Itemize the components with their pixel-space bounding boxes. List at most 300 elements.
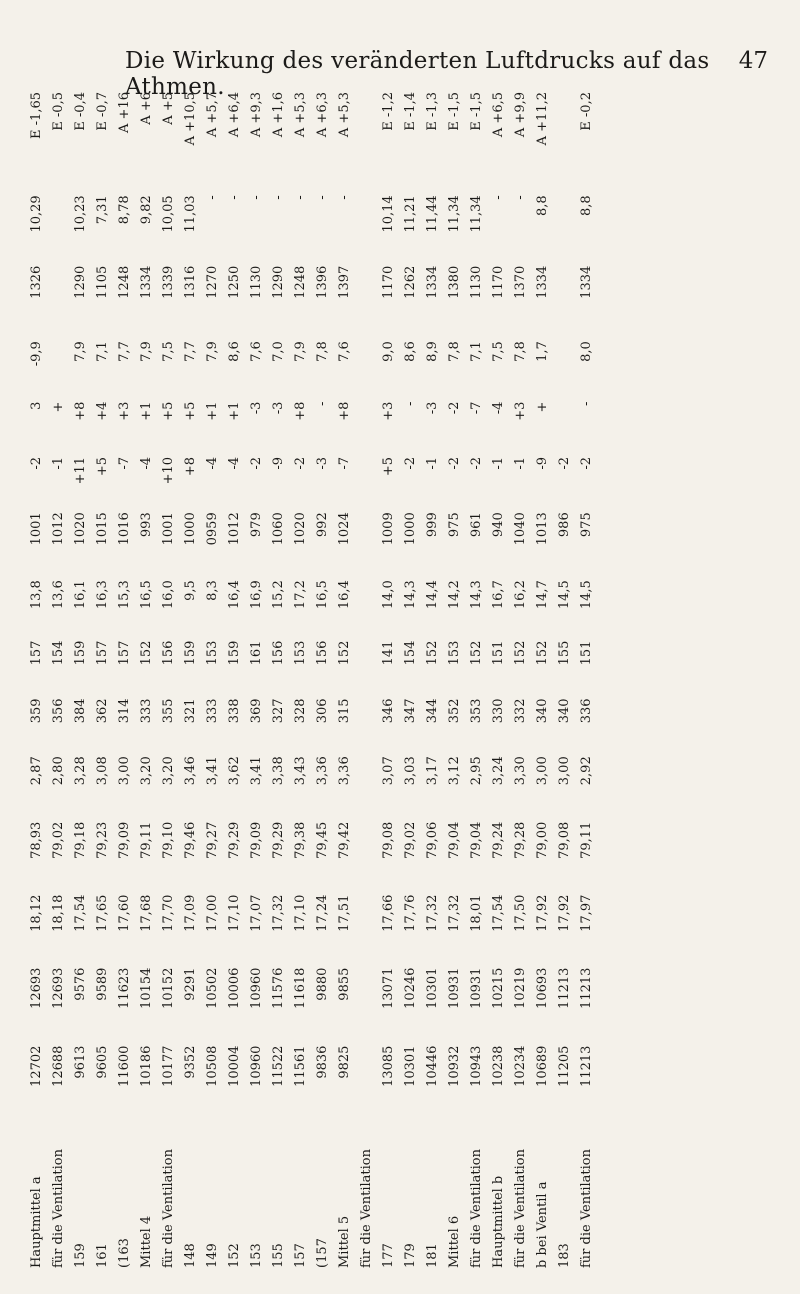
table-cell: 11,34 xyxy=(469,195,484,233)
table-cell: 3,28 xyxy=(73,756,88,786)
table-cell: 8,6 xyxy=(227,341,242,362)
table-cell: 9576 xyxy=(73,967,88,1001)
table-cell xyxy=(48,339,70,399)
table-cell: 3,17 xyxy=(425,756,440,786)
table-cell: 13071 xyxy=(381,967,396,1009)
table-cell: 1015 xyxy=(95,512,110,546)
table-cell: 3,41 xyxy=(205,756,220,786)
table-body xyxy=(26,90,598,1270)
table-cell: 384 xyxy=(73,698,88,724)
table-cell: 12702 xyxy=(29,1045,44,1087)
table-cell: 1326 xyxy=(29,265,44,299)
table-cell: -7 xyxy=(469,401,484,415)
table-cell: 315 xyxy=(337,698,352,724)
table-cell: 79,18 xyxy=(73,821,88,859)
table-cell: 11561 xyxy=(293,1045,308,1087)
table-cell: 1334 xyxy=(535,265,550,299)
table-cell: 18,12 xyxy=(29,894,44,932)
table-cell: 1105 xyxy=(95,265,110,299)
table-cell: 3,30 xyxy=(513,756,528,786)
table-cell: 16,7 xyxy=(491,580,506,610)
table-cell: + xyxy=(535,401,550,413)
table-cell: 10186 xyxy=(139,1045,154,1087)
table-cell: A +5,3 xyxy=(337,92,352,138)
table-cell: 362 xyxy=(95,698,110,724)
table-cell: 79,46 xyxy=(183,821,198,859)
table-row xyxy=(202,90,224,1270)
table-cell: 10502 xyxy=(205,967,220,1009)
running-title: Die Wirkung des veränderten Luftdrucks auf das Athmen. xyxy=(125,48,710,100)
table-row xyxy=(290,90,312,1270)
table-cell: 12693 xyxy=(29,967,44,1009)
table-cell: 1016 xyxy=(117,512,132,546)
table-cell: 1290 xyxy=(73,265,88,299)
table-cell: 1248 xyxy=(293,265,308,299)
table-cell xyxy=(554,400,576,455)
table-cell: 9825 xyxy=(337,1045,352,1079)
table-cell: -1 xyxy=(513,456,528,470)
table-cell: 154 xyxy=(403,640,418,666)
table-cell: 1248 xyxy=(117,265,132,299)
table-cell: 9613 xyxy=(73,1045,88,1079)
table-cell: 1000 xyxy=(183,512,198,546)
table-cell: 1009 xyxy=(381,512,396,546)
table-cell: 9880 xyxy=(315,967,330,1001)
table-cell: 151 xyxy=(491,640,506,666)
table-cell: 3,41 xyxy=(249,756,264,786)
table-row xyxy=(224,90,246,1270)
table-cell: 17,92 xyxy=(557,894,572,932)
table-row xyxy=(576,90,598,1270)
table-cell: A +5 xyxy=(161,92,176,125)
table-cell: 11,03 xyxy=(183,195,198,233)
table-cell: 1339 xyxy=(161,265,176,299)
table-cell: 79,06 xyxy=(425,821,440,859)
table-cell: 1001 xyxy=(29,512,44,546)
table-cell: 10,23 xyxy=(73,195,88,233)
table-cell: 11,34 xyxy=(447,195,462,233)
table-cell: 17,68 xyxy=(139,894,154,932)
table-cell: A +16 xyxy=(117,92,132,133)
table-cell: 3 xyxy=(29,401,44,410)
table-cell: 11,44 xyxy=(425,195,440,233)
table-cell: 3,36 xyxy=(315,756,330,786)
table-cell: -4 xyxy=(205,456,220,470)
table-cell: - xyxy=(315,195,330,200)
table-cell: 336 xyxy=(579,698,594,724)
table-cell: 79,10 xyxy=(161,821,176,859)
table-cell: E -1,65 xyxy=(29,92,44,139)
table-cell: 10931 xyxy=(447,967,462,1009)
row-label: 179 xyxy=(403,1243,418,1268)
table-cell: 18,01 xyxy=(469,894,484,932)
table-cell: +3 xyxy=(117,401,132,421)
table-cell: 10246 xyxy=(403,967,418,1009)
table-cell: -4 xyxy=(491,401,506,415)
table-cell: E -0,2 xyxy=(579,92,594,131)
table-cell xyxy=(356,1044,378,1122)
table-cell: -3 xyxy=(315,456,330,470)
table-cell: 3,24 xyxy=(491,756,506,786)
table-row xyxy=(554,90,576,1270)
table-cell xyxy=(554,90,576,193)
row-label: für die Ventilation xyxy=(579,1149,594,1268)
table-cell: -2 xyxy=(29,456,44,470)
table-cell: A +6,5 xyxy=(491,92,506,138)
table-row xyxy=(532,90,554,1270)
table-cell: 16,5 xyxy=(139,580,154,610)
table-cell: + xyxy=(51,401,66,413)
table-cell: 79,08 xyxy=(557,821,572,859)
table-cell: 79,27 xyxy=(205,821,220,859)
row-label: für die Ventilation xyxy=(359,1149,374,1268)
table-cell: 1020 xyxy=(73,512,88,546)
row-label: b bei Ventil a xyxy=(535,1181,550,1268)
table-cell: 2,95 xyxy=(469,756,484,786)
table-cell: +1 xyxy=(205,401,220,421)
table-cell: -7 xyxy=(117,456,132,470)
table-cell: 152 xyxy=(469,640,484,666)
table-cell: 356 xyxy=(51,698,66,724)
table-cell: 17,54 xyxy=(73,894,88,932)
table-cell: 7,7 xyxy=(117,341,132,362)
table-cell: 17,92 xyxy=(535,894,550,932)
table-cell: 10,05 xyxy=(161,195,176,233)
table-cell: 16,3 xyxy=(95,580,110,610)
table-cell: 1270 xyxy=(205,265,220,299)
table-cell: 155 xyxy=(557,640,572,666)
table-cell xyxy=(356,639,378,697)
table-cell: 159 xyxy=(183,640,198,666)
table-cell: 17,76 xyxy=(403,894,418,932)
table-cell: 79,45 xyxy=(315,821,330,859)
table-cell: 17,60 xyxy=(117,894,132,932)
table-cell: +5 xyxy=(161,401,176,421)
table-cell: 79,04 xyxy=(447,821,462,859)
table-cell: +5 xyxy=(95,456,110,477)
table-cell: 11,21 xyxy=(403,195,418,233)
row-label: Hauptmittel b xyxy=(491,1175,506,1268)
table-cell: 1,7 xyxy=(535,341,550,362)
table-cell: 359 xyxy=(29,698,44,724)
table-cell: 153 xyxy=(205,640,220,666)
table-cell: 333 xyxy=(139,698,154,724)
table-cell: 2,87 xyxy=(29,756,44,786)
table-cell: 79,04 xyxy=(469,821,484,859)
table-cell xyxy=(48,264,70,339)
table-cell: 79,28 xyxy=(513,821,528,859)
table-cell: 10301 xyxy=(425,967,440,1009)
table-cell: A +11,2 xyxy=(535,92,550,146)
row-label: Mittel 4 xyxy=(139,1215,154,1268)
table-cell: 1060 xyxy=(271,512,286,546)
table-cell xyxy=(356,578,378,638)
table-cell: 7,8 xyxy=(513,341,528,362)
table-cell: 7,8 xyxy=(315,341,330,362)
table-cell: 330 xyxy=(491,698,506,724)
table-cell: 1334 xyxy=(425,265,440,299)
table-cell: 153 xyxy=(447,640,462,666)
table-cell: 3,36 xyxy=(337,756,352,786)
table-cell: 10,14 xyxy=(381,195,396,233)
table-cell: A +9,3 xyxy=(249,92,264,138)
table-cell: +8 xyxy=(293,401,308,421)
table-cell xyxy=(356,966,378,1044)
table-cell: -2 xyxy=(249,456,264,470)
table-cell: 8,9 xyxy=(425,341,440,362)
table-cell: 7,1 xyxy=(469,341,484,362)
table-cell xyxy=(356,820,378,893)
table-cell xyxy=(356,455,378,510)
table-cell: +3 xyxy=(381,401,396,421)
table-cell: -4 xyxy=(139,456,154,470)
table-cell: 14,3 xyxy=(469,580,484,610)
table-cell: 10215 xyxy=(491,967,506,1009)
table-cell: 2,92 xyxy=(579,756,594,786)
table-cell: 79,08 xyxy=(381,821,396,859)
table-cell: +5 xyxy=(183,401,198,421)
table-cell: 940 xyxy=(491,512,506,538)
row-label: 153 xyxy=(249,1243,264,1268)
table-cell: 333 xyxy=(205,698,220,724)
row-label: für die Ventilation xyxy=(469,1149,484,1268)
table-cell: 3,00 xyxy=(557,756,572,786)
page-number: 47 xyxy=(738,48,768,74)
table-cell: 152 xyxy=(513,640,528,666)
table-cell: E -1,3 xyxy=(425,92,440,131)
table-cell xyxy=(554,193,576,263)
table-cell: 986 xyxy=(557,512,572,538)
table-cell: 993 xyxy=(139,512,154,538)
table-cell: 13,8 xyxy=(29,580,44,610)
table-cell xyxy=(356,264,378,339)
table-cell: 17,70 xyxy=(161,894,176,932)
table-cell: -4 xyxy=(227,456,242,470)
table-cell: 8,6 xyxy=(403,341,418,362)
table-cell: 340 xyxy=(535,698,550,724)
table-cell: 18,18 xyxy=(51,894,66,932)
table-row xyxy=(136,90,158,1270)
table-cell: 1012 xyxy=(51,512,66,546)
table-cell: 1334 xyxy=(579,265,594,299)
table-cell: - xyxy=(579,401,594,406)
table-cell xyxy=(554,264,576,339)
table-cell: 156 xyxy=(315,640,330,666)
table-cell: E -1,5 xyxy=(469,92,484,131)
table-cell: 152 xyxy=(425,640,440,666)
table-cell: 16,5 xyxy=(315,580,330,610)
table-cell: 159 xyxy=(227,640,242,666)
table-cell: 141 xyxy=(381,640,396,666)
table-cell: 1316 xyxy=(183,265,198,299)
table-cell: +3 xyxy=(513,401,528,421)
table-cell: 7,9 xyxy=(139,341,154,362)
table-cell: 10154 xyxy=(139,967,154,1009)
table-cell xyxy=(356,193,378,263)
table-cell: 156 xyxy=(271,640,286,666)
table-cell: +8 xyxy=(183,456,198,477)
table-cell: 10960 xyxy=(249,967,264,1009)
table-cell xyxy=(48,193,70,263)
table-cell: 338 xyxy=(227,698,242,724)
table-cell: 17,32 xyxy=(271,894,286,932)
table-cell: +8 xyxy=(337,401,352,421)
table-cell: 10960 xyxy=(249,1045,264,1087)
table-cell: 10152 xyxy=(161,967,176,1009)
table-cell: 10004 xyxy=(227,1045,242,1087)
table-cell: 1130 xyxy=(469,265,484,299)
table-cell: 11213 xyxy=(557,967,572,1009)
table-cell: E -0,5 xyxy=(51,92,66,131)
table-cell: 9352 xyxy=(183,1045,198,1079)
table-cell: 3,00 xyxy=(117,756,132,786)
table-cell: 9,0 xyxy=(381,341,396,362)
table-cell: 14,5 xyxy=(557,580,572,610)
table-cell: 16,0 xyxy=(161,580,176,610)
row-label: 152 xyxy=(227,1243,242,1268)
table-cell: - xyxy=(249,195,264,200)
table-cell: 1020 xyxy=(293,512,308,546)
table-cell: 10931 xyxy=(469,967,484,1009)
table-cell: 154 xyxy=(51,640,66,666)
table-cell: 7,7 xyxy=(183,341,198,362)
table-cell: 159 xyxy=(73,640,88,666)
table-cell xyxy=(356,339,378,399)
table-cell: E -1,4 xyxy=(403,92,418,131)
row-label: für die Ventilation xyxy=(161,1149,176,1268)
table-cell: 3,20 xyxy=(139,756,154,786)
table-cell: 11205 xyxy=(557,1045,572,1087)
table-cell: 9855 xyxy=(337,967,352,1001)
table-cell: 17,09 xyxy=(183,894,198,932)
table-cell: 11576 xyxy=(271,967,286,1009)
row-label: (163 xyxy=(117,1238,132,1268)
table-cell: 992 xyxy=(315,512,330,538)
table-row xyxy=(378,90,400,1270)
table-cell: 17,2 xyxy=(293,580,308,610)
table-cell: 8,8 xyxy=(535,195,550,216)
page-header xyxy=(0,0,800,100)
table-cell: 1000 xyxy=(403,512,418,546)
table-cell: 10689 xyxy=(535,1045,550,1087)
row-label: 183 xyxy=(557,1243,572,1268)
table-cell: 79,29 xyxy=(227,821,242,859)
table-cell: 16,4 xyxy=(227,580,242,610)
table-row xyxy=(246,90,268,1270)
table-cell: -9 xyxy=(271,456,286,470)
table-cell: 7,9 xyxy=(73,341,88,362)
table-cell: 79,23 xyxy=(95,821,110,859)
table-cell: 14,5 xyxy=(579,580,594,610)
table-cell: 151 xyxy=(579,640,594,666)
table-cell: 3,43 xyxy=(293,756,308,786)
table-cell: 79,11 xyxy=(139,821,154,859)
table-cell: 14,7 xyxy=(535,580,550,610)
table-cell: 156 xyxy=(161,640,176,666)
table-cell: A +6 xyxy=(139,92,154,125)
row-label: 157 xyxy=(293,1243,308,1268)
table-cell: 340 xyxy=(557,698,572,724)
table-cell: 8,3 xyxy=(205,580,220,601)
table-cell: 79,02 xyxy=(51,821,66,859)
table-cell: 1396 xyxy=(315,265,330,299)
table-cell: 11623 xyxy=(117,967,132,1009)
table-cell: 7,6 xyxy=(249,341,264,362)
table-cell: 14,2 xyxy=(447,580,462,610)
table-cell: 79,09 xyxy=(117,821,132,859)
table-cell: 321 xyxy=(183,698,198,724)
table-cell: 3,03 xyxy=(403,756,418,786)
table-cell: 17,32 xyxy=(425,894,440,932)
table-cell: 346 xyxy=(381,698,396,724)
table-cell: +8 xyxy=(73,401,88,421)
table-cell: 17,50 xyxy=(513,894,528,932)
table-row xyxy=(92,90,114,1270)
table-cell: 1334 xyxy=(139,265,154,299)
table-cell: 10219 xyxy=(513,967,528,1009)
table-cell: -3 xyxy=(271,401,286,415)
table-cell: 979 xyxy=(249,512,264,538)
table-cell: 7,5 xyxy=(491,341,506,362)
table-cell: 17,54 xyxy=(491,894,506,932)
table-cell: 10238 xyxy=(491,1045,506,1087)
table-cell: 79,29 xyxy=(271,821,286,859)
table-cell: 14,3 xyxy=(403,580,418,610)
table-cell: 3,00 xyxy=(535,756,550,786)
table-cell: E -1,2 xyxy=(381,92,396,131)
table-cell: A +1,6 xyxy=(271,92,286,138)
table-cell: - xyxy=(205,195,220,200)
table-cell: 327 xyxy=(271,698,286,724)
table-cell: - xyxy=(491,195,506,200)
table-row xyxy=(312,90,334,1270)
table-cell: 152 xyxy=(337,640,352,666)
table-cell: 17,00 xyxy=(205,894,220,932)
table-cell: 9,5 xyxy=(183,580,198,601)
table-cell: 314 xyxy=(117,698,132,724)
table-cell: 1397 xyxy=(337,265,352,299)
table-cell: -2 xyxy=(557,456,572,470)
table-cell: 17,10 xyxy=(227,894,242,932)
table-cell: 1370 xyxy=(513,265,528,299)
table-cell: 1170 xyxy=(491,265,506,299)
table-cell: 1262 xyxy=(403,265,418,299)
table-cell: 0959 xyxy=(205,512,220,546)
table-cell: 999 xyxy=(425,512,440,538)
table-row xyxy=(158,90,180,1270)
table-cell: 10693 xyxy=(535,967,550,1009)
table-cell: 3,38 xyxy=(271,756,286,786)
table-cell: 17,32 xyxy=(447,894,462,932)
table-cell: 16,4 xyxy=(337,580,352,610)
table-cell: 13,6 xyxy=(51,580,66,610)
row-label: Mittel 5 xyxy=(337,1215,352,1268)
table-cell: 11213 xyxy=(579,967,594,1009)
table-cell: 7,31 xyxy=(95,195,110,225)
table-cell: +4 xyxy=(95,401,110,421)
table-cell: -1 xyxy=(491,456,506,470)
table-cell xyxy=(356,400,378,455)
table-cell: 16,9 xyxy=(249,580,264,610)
row-label: für die Ventilation xyxy=(513,1149,528,1268)
table-cell: 17,51 xyxy=(337,894,352,932)
table-cell: 9,82 xyxy=(139,195,154,225)
table-cell: E -1,5 xyxy=(447,92,462,131)
table-cell: - xyxy=(403,401,418,406)
table-cell: 3,12 xyxy=(447,756,462,786)
table-row xyxy=(356,90,378,1270)
table-cell: -2 xyxy=(447,401,462,415)
